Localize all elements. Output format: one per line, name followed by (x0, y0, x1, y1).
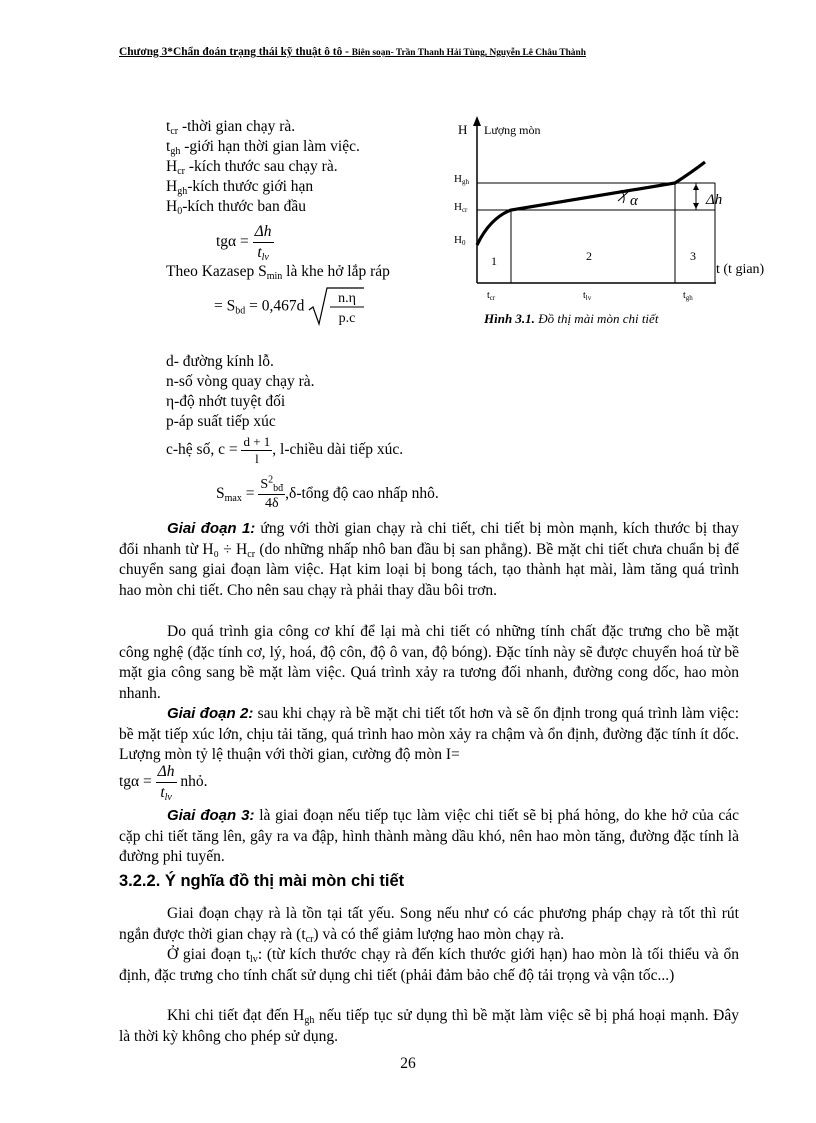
def-h0: $H_0$-kích thước ban đầu (166, 198, 306, 217)
stage2-paragraph: Giai đoạn 2: sau khi chạy rà bề mặt chi tiết tốt hơn và sẽ ổn định trong quá trình làm việc: bề mặt tiếp xúc lớn, chịu tải tăng, quá trình hao mòn xảy ra chậm và ổn định, đường đặc tính ít dốc. Lượng mòn tỷ lệ thuận với thời gian, cường độ mòn I= (119, 705, 739, 763)
page-number: 26 (400, 1055, 416, 1072)
h0-label: H0 (454, 234, 466, 247)
y-axis-arrow (473, 116, 481, 126)
def-hgh: $H_{gh}$-kích thước giới hạn (166, 178, 314, 197)
header-authors: Biên soạn- Trần Thanh Hải Tùng, Nguyễn Lê Châu Thành (351, 48, 586, 58)
stage1-paragraph: Giai đoạn 1: ứng với thời gian chạy rà chi tiết, chi tiết bị mòn mạnh, kích thước bị thay đổi nhanh từ $H_0 \div H_{cr}$ (do những nhấp nhô ban đầu bị san phẳng). Bề mặt chi tiết chưa chuẩn bị để chuyển sang giai đoạn làm việc. Hạt kim loại bị bong tách, tạo thành hạt mài, làm tăng quá trình hao mòn chi tiết. Cho nên sau chạy rà phải thay dầu bôi trơn. (119, 520, 739, 599)
tcr-label: $t_{cr}$ (487, 290, 496, 302)
def-hcr: $H_{cr}$ -kích thước sau chạy rà. (166, 158, 338, 177)
definitions (166, 117, 466, 217)
sqrt-sign (308, 286, 366, 328)
formula-tg-alpha: tgα = $\frac{\Delta h}{t_{lv}}$ (216, 223, 272, 263)
var-c: c-hệ số, c = $\frac{d + 1}{l}$ , l-chiều dài tiếp xúc. (166, 434, 404, 466)
meaning-paragraph-1: Giai đoạn chạy rà là tồn tại tất yếu. Song nếu như có các phương pháp chạy rà tốt thì rút ngắn được thời gian chạy rà $(t_{cr})$ và có thể giảm lượng hao mòn chạy rà. (119, 905, 739, 945)
sbd-numerator: n.η (338, 291, 357, 306)
tlv-label: $t_{lv}$ (583, 290, 592, 302)
stage2-label: Giai đoạn 2: (167, 705, 254, 722)
hcr-label: Hcr (454, 201, 468, 214)
formula-smax: $S_{max}$ = $\frac{S^2_{bđ}}{4\delta}$ ,δ-tổng độ cao nhấp nhô. (216, 474, 439, 511)
region-2: 2 (586, 249, 592, 263)
stage3-label: Giai đoạn 3: (167, 807, 255, 824)
stage1-label: Giai đoạn 1: (167, 520, 256, 537)
alpha-label: α (630, 193, 638, 209)
header-title: Chương 3*Chẩn đoán trạng thái kỹ thuật ô tô - (119, 46, 349, 58)
dh-label: Δh (706, 192, 723, 208)
wear-chart (440, 110, 790, 310)
process-paragraph: Do quá trình gia công cơ khí để lại mà chi tiết có những tính chất đặc trưng cho bề mặt công nghệ (đặc tính cơ, lý, hoá, độ côn, độ ô van, độ bóng). Đặc tính này sẽ được chuyển hoá từ bề mặt gia công sang bề mặt làm việc. Quá trình xảy ra tương đối nhanh, đường cong dốc, hao mòn nhanh. (119, 623, 739, 702)
kazasep-line: Theo Kazasep $S_{min}$ là khe hở lắp ráp (166, 263, 390, 282)
var-n: n-số vòng quay chạy rà. (166, 373, 315, 390)
stage3-paragraph: Giai đoạn 3: là giai đoạn nếu tiếp tục làm việc chi tiết sẽ bị phá hỏng, do khe hở của các cặp chi tiết tăng lên, gây ra va đập, hình thành màng dầu khó, nên hao mòn tăng, đường đặc tính là đường phi tuyến. (119, 807, 740, 865)
tgh-label: $t_{gh}$ (683, 290, 693, 302)
region-3: 3 (690, 249, 696, 263)
variable-list (166, 352, 403, 467)
y-axis-label: H (458, 122, 468, 137)
def-tgh: $t_{gh}$ -giới hạn thời gian làm việc. (166, 138, 360, 157)
x-axis-label: t (t gian) (716, 262, 765, 277)
var-eta: η-độ nhớt tuyệt đối (166, 393, 286, 410)
meaning-paragraph-2: Ở giai đoạn $t_{lv}$: (từ kích thước chạy rà đến kích thước giới hạn) hao mòn là tối thiểu và ổn định, đặc trưng cho tính chất sử dụng chi tiết (phải đảm bảo chế độ tải trọng và vận tốc...) (119, 946, 739, 984)
figure-caption: Hình 3.1. Đồ thị mài mòn chi tiết (484, 311, 659, 326)
var-p: p-áp suất tiếp xúc (166, 413, 276, 430)
stage2-formula: tgα = $\frac{\Delta h}{t_{lv}}$ nhỏ. (119, 763, 208, 803)
def-tcr: $t_{cr}$ -thời gian chạy rà. (166, 118, 296, 137)
sbd-denominator: p.c (338, 311, 356, 326)
page-header (119, 46, 739, 58)
meaning-paragraph-3: Khi chi tiết đạt đến $H_{gh}$ nếu tiếp tục sử dụng thì bề mặt làm việc sẽ bị phá hoại mạnh. Đây là thời kỳ không cho phép sử dụng. (119, 1007, 740, 1045)
hgh-label: Hgh (454, 173, 469, 186)
region-1: 1 (491, 254, 497, 268)
var-d: d- đường kính lỗ. (166, 353, 274, 370)
formula-sbd: = $S_{bd} = 0,467d$ n.η p.c (214, 286, 366, 328)
y-axis-title: Lượng mòn (484, 123, 541, 137)
section-heading: 3.2.2. Ý nghĩa đồ thị mài mòn chi tiết (119, 872, 405, 890)
